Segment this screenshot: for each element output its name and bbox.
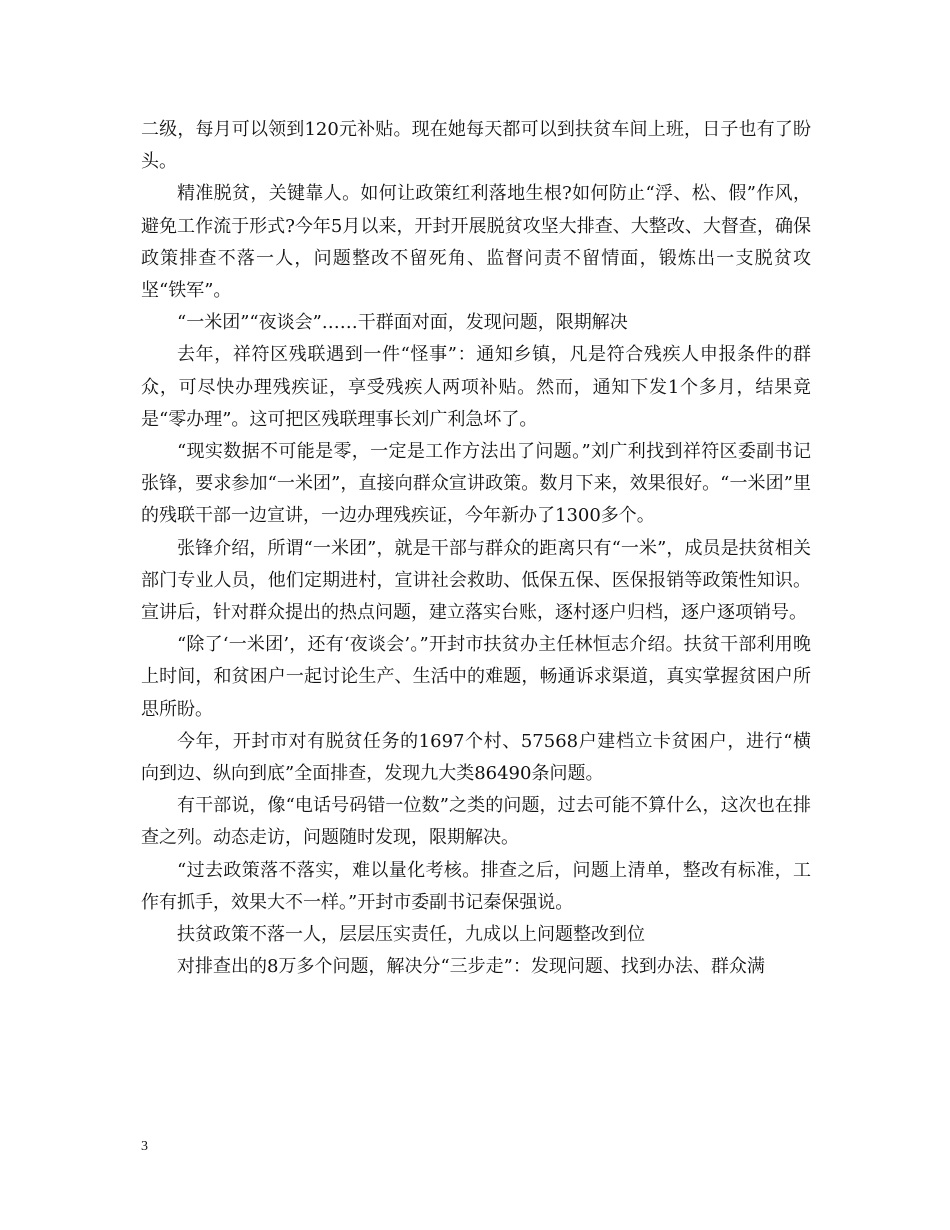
paragraph-5: 张锋介绍，所谓“一米团”，就是干部与群众的距离只有“一米”，成员是扶贫相关部门专业人员，他们定期进村，宣讲社会救助、低保五保、医保报销等政策性知识。宣讲后，针对群众提出的热点问题，建立落实台账，逐村逐户归档，逐户逐项销号。: [141, 537, 811, 624]
paragraph-7: 今年，开封市对有脱贫任务的1697个村、57568户建档立卡贫困户，进行“横向到边、纵向到底”全面排查，发现九大类86490条问题。: [141, 730, 811, 785]
page-number: 3: [141, 1139, 148, 1154]
paragraph-10: 对排查出的8万多个问题，解决分“三步走”：发现问题、找到办法、群众满: [177, 956, 765, 978]
document-body: [141, 114, 811, 983]
paragraph-2: 精准脱贫，关键靠人。如何让政策红利落地生根?如何防止“浮、松、假”作风，避免工作流于形式?今年5月以来，开封开展脱贫攻坚大排查、大整改、大督查，确保政策排查不落一人，问题整改不留死角、监督问责不留情面，锻炼出一支脱贫攻坚“铁军”。: [141, 183, 811, 302]
paragraph-4: “现实数据不可能是零，一定是工作方法出了问题。”刘广利找到祥符区委副书记张锋，要求参加“一米团”，直接向群众宣讲政策。数月下来，效果很好。“一米团”里的残联干部一边宣讲，一边办理残疾证，今年新办了1300多个。: [141, 441, 811, 527]
paragraph-3: 去年，祥符区残联遇到一件“怪事”：通知乡镇，凡是符合残疾人申报条件的群众，可尽快办理残疾证，享受残疾人两项补贴。然而，通知下发1个多月，结果竟是“零办理”。这可把区残联理事长刘广利急坏了。: [141, 344, 811, 430]
section-heading-2: 扶贫政策不落一人，层层压实责任，九成以上问题整改到位: [177, 924, 645, 946]
paragraph-1: 二级，每月可以领到120元补贴。现在她每天都可以到扶贫车间上班，日子也有了盼头。: [141, 119, 811, 173]
paragraph-8: 有干部说，像“电话号码错一位数”之类的问题，过去可能不算什么，这次也在排查之列。动态走访，问题随时发现，限期解决。: [141, 795, 811, 849]
paragraph-9: “过去政策落不落实，难以量化考核。排查之后，问题上清单，整改有标准，工作有抓手，效果大不一样。”开封市委副书记秦保强说。: [141, 859, 811, 913]
section-heading-1: “一米团”“夜谈会”……干群面对面，发现问题，限期解决: [177, 312, 628, 334]
paragraph-6: “除了‘一米团’，还有‘夜谈会’。”开封市扶贫办主任林恒志介绍。扶贫干部利用晚上时间，和贫困户一起讨论生产、生活中的难题，畅通诉求渠道，真实掌握贫困户所思所盼。: [141, 634, 811, 720]
